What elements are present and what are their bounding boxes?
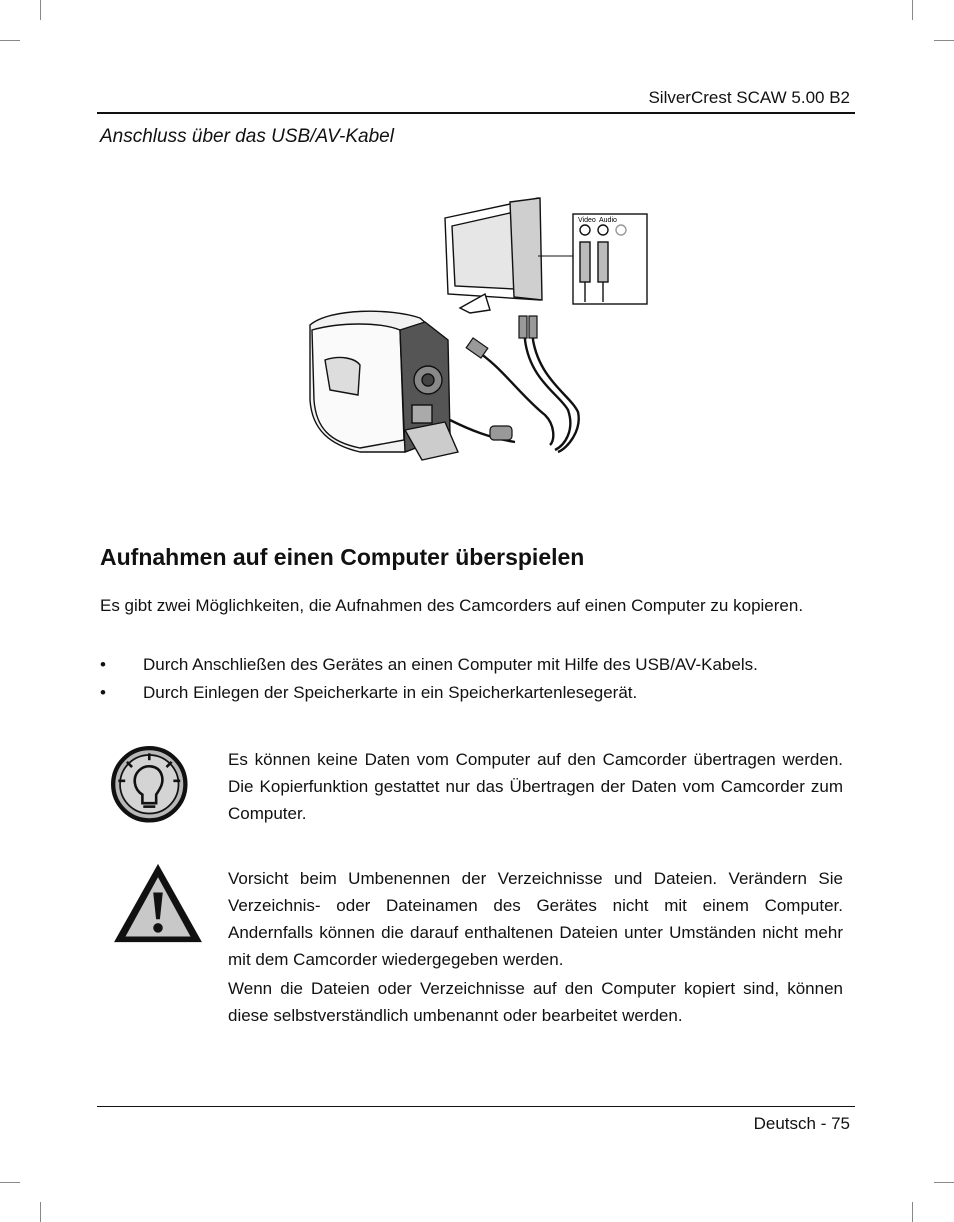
warning-text: Vorsicht beim Umbenennen der Verzeichnisse und Dateien. Verändern Sie Verzeichnis- oder Dateinamen des Gerätes nicht mit einem Computer. Andernfalls können die darauf enthaltenen Dateien unter Umständen nicht mehr mit dem Camcorder wiedergegeben werden.: [228, 869, 843, 969]
crop-mark: [934, 40, 954, 41]
plug-drawing: [466, 316, 537, 440]
header-rule: [97, 112, 855, 114]
cable-drawing: [450, 316, 579, 452]
bullet-icon: •: [100, 683, 106, 702]
video-label: Video: [578, 217, 596, 224]
lightbulb-icon: [108, 743, 194, 829]
crop-mark: [0, 1182, 20, 1183]
warning-followup-text: Wenn die Dateien oder Verzeichnisse auf den Computer kopiert sind, können diese selbstverständlich umbenannt oder bearbeitet werden.: [228, 979, 843, 1025]
tip-text: Es können keine Daten vom Computer auf den Camcorder übertragen werden. Die Kopierfunktion gestattet nur das Übertragen der Daten vom Camcorder zum Computer.: [228, 750, 843, 823]
crop-mark: [0, 40, 20, 41]
monitor-drawing: [445, 198, 542, 313]
page-number: Deutsch - 75: [753, 1114, 850, 1133]
audio-label: Audio: [599, 217, 617, 224]
header-product: SilverCrest SCAW 5.00 B2: [648, 88, 850, 107]
section-title: Aufnahmen auf einen Computer überspielen: [100, 544, 585, 570]
av-port-zoom: [538, 214, 647, 304]
crop-mark: [912, 1202, 913, 1222]
crop-mark: [934, 1182, 954, 1183]
list-item-text: Durch Anschließen des Gerätes an einen Computer mit Hilfe des USB/AV-Kabels.: [143, 655, 758, 674]
list-item: [100, 679, 852, 707]
crop-mark: [912, 0, 913, 20]
list-item: [100, 651, 852, 679]
list-item-text: Durch Einlegen der Speicherkarte in ein Speicherkartenlesegerät.: [143, 683, 638, 702]
subheading: Anschluss über das USB/AV-Kabel: [100, 126, 394, 147]
footer-rule: [97, 1106, 855, 1107]
warning-icon: [110, 860, 206, 946]
bullet-icon: •: [100, 655, 106, 674]
method-list: [100, 651, 852, 707]
crop-mark: [40, 0, 41, 20]
connection-illustration: [300, 190, 650, 470]
crop-mark: [40, 1202, 41, 1222]
intro-paragraph: Es gibt zwei Möglichkeiten, die Aufnahmen des Camcorders auf einen Computer zu kopieren.: [100, 596, 804, 615]
camcorder-drawing: [310, 311, 458, 460]
